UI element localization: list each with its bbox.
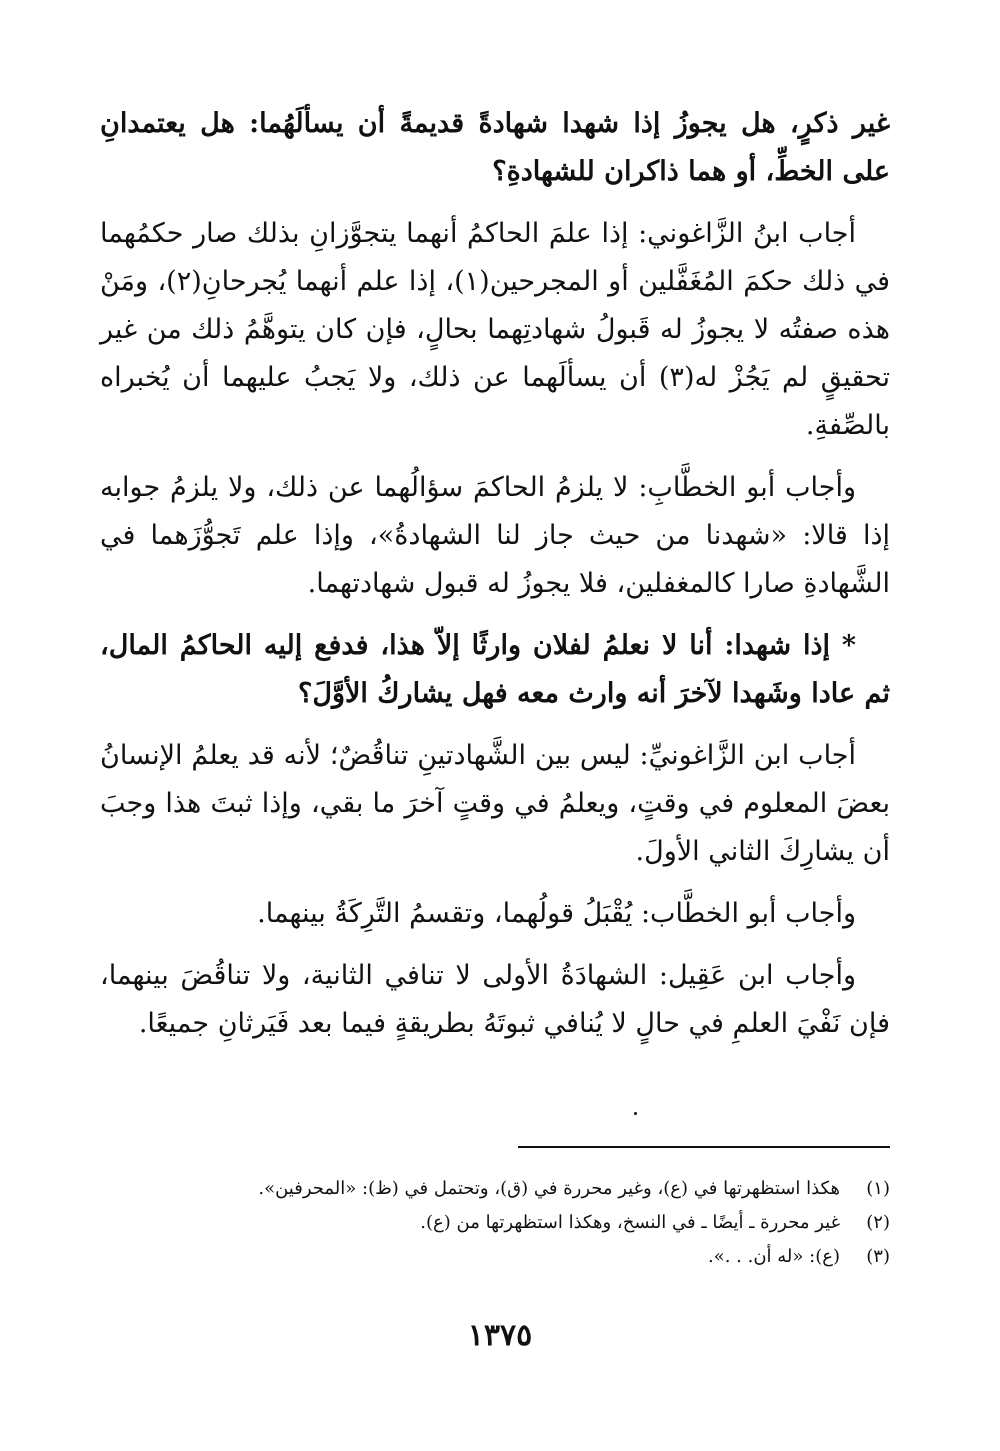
footnote-number: (٣): [866, 1246, 890, 1267]
footnote-item: [100, 1172, 890, 1206]
footnote-number: (٢): [866, 1212, 890, 1233]
book-page-body: [100, 100, 890, 1062]
question-paragraph-2: * إذا شهدا: أنا لا نعلمُ لفلان وارثًا إلاّ هذا، فدفع إليه الحاكمُ المال، ثم عادا وشَهدا لآخرَ أنه وارث معه فهل يشاركُ الأوَّلَ؟: [100, 630, 890, 709]
answer-paragraph-ibn-aqil: وأجاب ابن عَقِيل: الشهادَةُ الأولى لا تنافي الثانية، ولا تناقُضَ بينهما، فإن نَفْيَ العلمِ في حالٍ لا يُنافي ثبوتَهُ بطريقةٍ فيما بعد فَيَرثانِ جميعًا.: [100, 960, 890, 1039]
answer-paragraph-abu-khattab-2: وأجاب أبو الخطَّاب: يُقْبَلُ قولُهما، وتقسمُ التَّرِكَةُ بينهما.: [257, 898, 856, 929]
answer-paragraph-abu-khattab-1: وأجاب أبو الخطَّابِ: لا يلزمُ الحاكمَ سؤالُهما عن ذلك، ولا يلزمُ جوابه إذا قالا: «شهدنا من حيث جاز لنا الشهادةُ»، وإذا علم تَجوُّزَهما في الشَّهادةِ صارا كالمغفلين، فلا يجوزُ له قبول شهادتهما.: [100, 472, 890, 599]
footnotes-section: [100, 1172, 890, 1274]
question-paragraph-1: غير ذكرٍ، هل يجوزُ إذا شهدا شهادةً قديمةً أن يسألَهُما: هل يعتمدانِ على الخطِّ، أو هما ذاكران للشهادةِ؟: [100, 108, 890, 187]
answer-paragraph-ibn-zaghuni-2: أجاب ابن الزَّاغونيِّ: ليس بين الشَّهادتينِ تناقُضٌ؛ لأنه قد يعلمُ الإنسانُ بعضَ المعلوم في وقتٍ، ويعلمُ في وقتٍ آخرَ ما بقي، وإذا ثبتَ هذا وجبَ أن يشارِكَ الثاني الأولَ.: [100, 740, 890, 867]
stray-dot-mark: [634, 1112, 637, 1115]
footnote-divider: [518, 1146, 890, 1148]
footnote-text: هكذا استظهرتها في (ع)، وغير محررة في (ق)، وتحتمل في (ظ): «المحرفين».: [258, 1178, 840, 1199]
page-number: ١٣٧٥: [467, 1318, 533, 1353]
footnote-item: [100, 1240, 890, 1274]
footnote-text: غير محررة ـ أيضًا ـ في النسخ، وهكذا استظهرتها من (ع).: [420, 1212, 840, 1233]
answer-paragraph-ibn-zaghuni-1: أجاب ابنُ الزَّاغوني: إذا علمَ الحاكمُ أنهما يتجوَّزانِ بذلك صار حكمُهما في ذلك حكمَ المُغَفَّلين أو المجرحين(١)، إذا علم أنهما يُجرحانِ(٢)، ومَنْ هذه صفتُه لا يجوزُ له قَبولُ شهادتِهما بحالٍ، فإن كان يتوهَّمُ ذلك من غير تحقيقٍ لم يَجُزْ له(٣) أن يسألَهما عن ذلك، ولا يَجبُ عليهما أن يُخبراه بالصِّفةِ.: [100, 218, 891, 441]
footnote-text: (ع): «له أن. . .».: [707, 1246, 840, 1267]
footnote-number: (١): [866, 1178, 890, 1199]
footnote-item: [100, 1206, 890, 1240]
